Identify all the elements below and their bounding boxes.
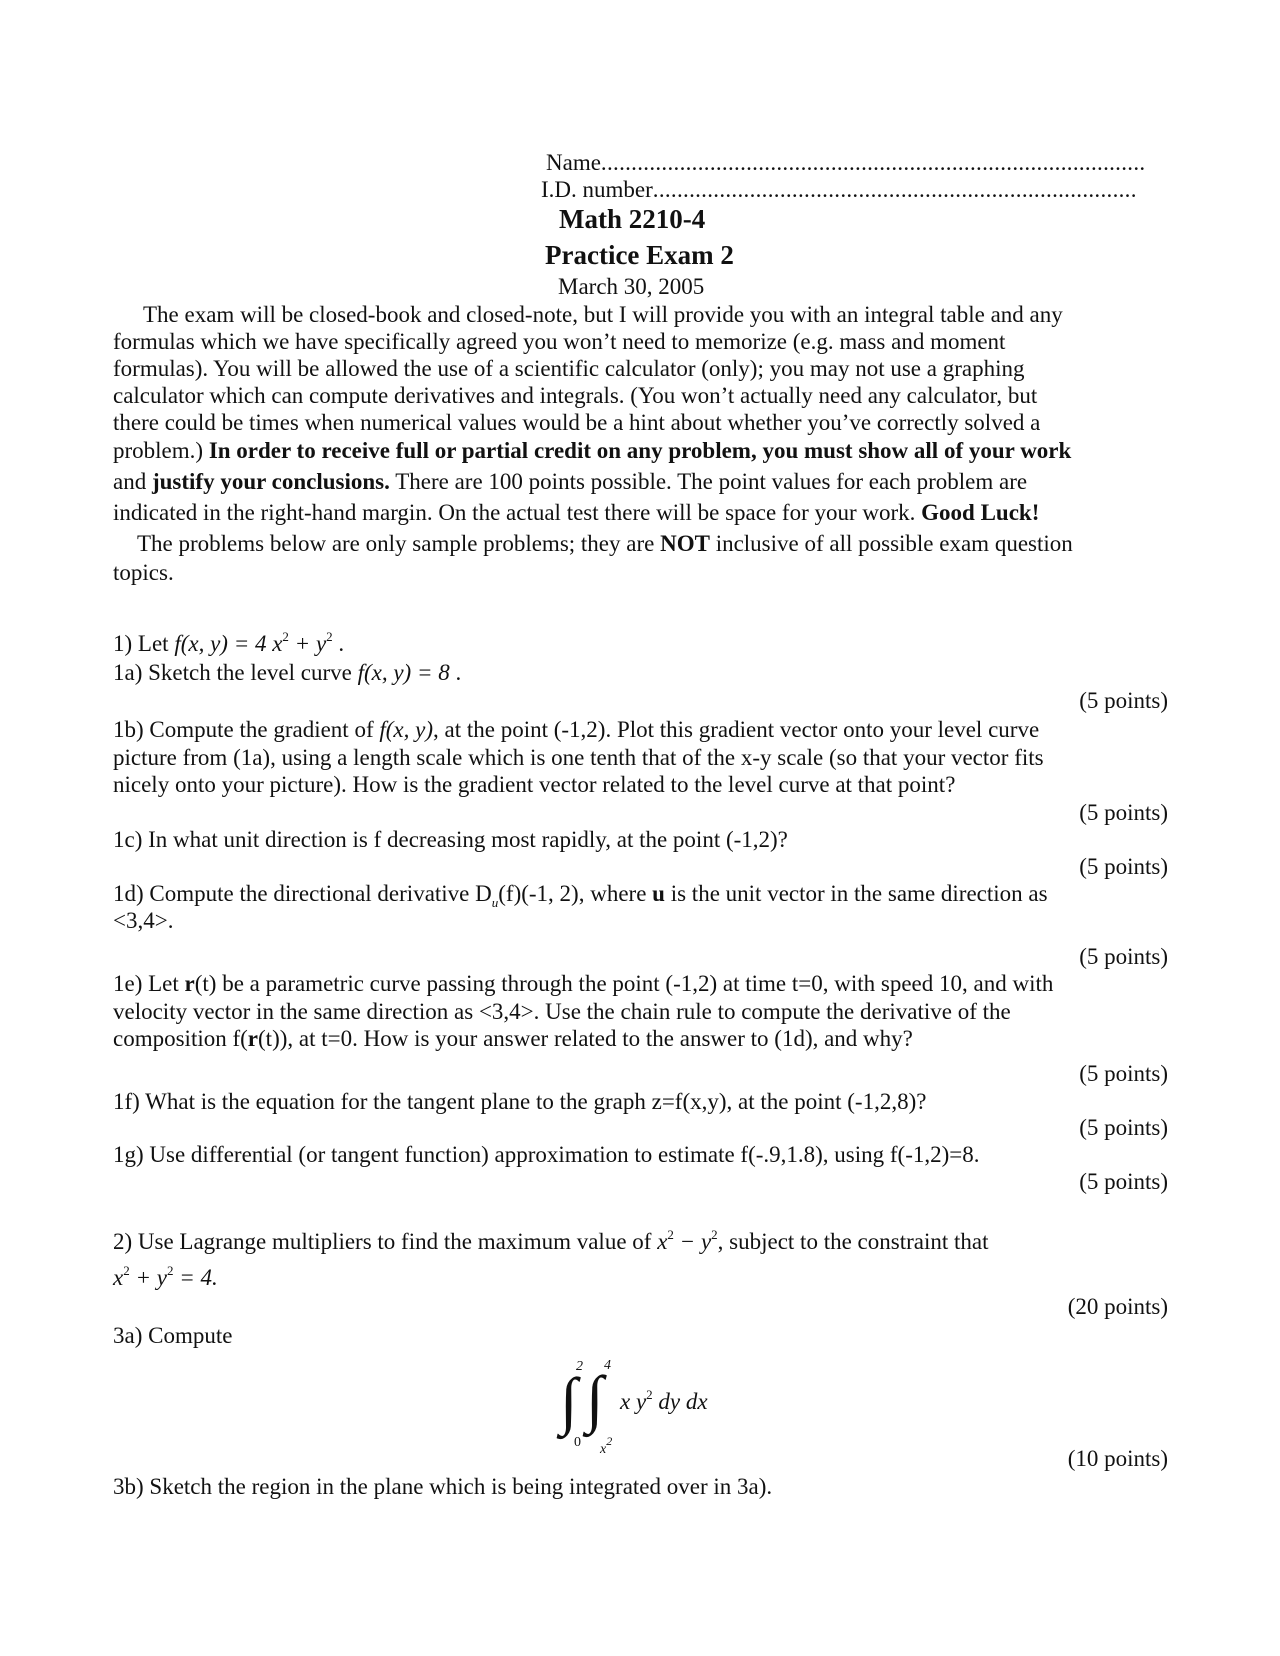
id-dots: ................................................................................ (652, 177, 1137, 202)
p1-sq-2: 2 (326, 629, 333, 644)
p2-l1-a: 2) Use Lagrange multipliers to find the maximum value of (113, 1229, 658, 1254)
p1c-points: (5 points) (1079, 854, 1168, 879)
p1-period: . (332, 631, 345, 656)
intro-line-7 (113, 468, 1173, 495)
name-line (546, 150, 1145, 176)
exam-title: Practice Exam 2 (545, 240, 734, 270)
p1e-l3-r-bold: r (247, 1026, 259, 1051)
p1d-arg: (f)(-1, 2) (498, 881, 579, 906)
p2-expr-x: x (657, 1229, 668, 1254)
intro-line-2: formulas which we have specifically agreed you won’t need to memorize (e.g. mass and moment (113, 329, 1006, 354)
id-label: I.D. number (541, 177, 653, 202)
intro-line-10: topics. (113, 560, 174, 585)
intro-line-3: formulas). You will be allowed the use of a scientific calculator (only); you may not use a graphing (113, 356, 1025, 381)
name-label: Name (546, 150, 601, 175)
intro-l9-c: inclusive of all possible exam question (709, 531, 1073, 556)
double-integral (560, 1355, 760, 1455)
problem-1b-line-1 (113, 716, 1173, 743)
inner-upper-limit: 4 (604, 1358, 611, 1373)
course-title: Math 2210-4 (559, 204, 706, 234)
p2-l2-c: = 4. (173, 1265, 218, 1290)
problem-1g: 1g) Use differential (or tangent function) approximation to estimate f(-.9,1.8), using f(-1,2)=8. (113, 1142, 980, 1167)
p3a-points: (10 points) (1067, 1446, 1168, 1471)
problem-1e-line-1 (113, 970, 1173, 997)
p2-sq-2: 2 (711, 1227, 718, 1242)
intro-line-4: calculator which can compute derivatives and integrals. (You won’t actually need any calculator, but (113, 383, 1038, 408)
integrand-dydx: dy dx (652, 1389, 708, 1414)
intro-line-9 (137, 530, 1197, 557)
p1b-l1-b: , at the point (-1,2). Plot this gradient vector onto your level curve (433, 717, 1040, 742)
inner-integral-sign: ∫ (586, 1363, 604, 1434)
problem-1c: 1c) In what unit direction is f decreasing most rapidly, at the point (-1,2)? (113, 827, 788, 852)
p1d-points: (5 points) (1079, 944, 1168, 969)
p1g-points: (5 points) (1079, 1169, 1168, 1194)
name-dots: .......................................................................................... (600, 150, 1146, 175)
integrand (620, 1389, 708, 1415)
intro-l6-plain: problem.) (113, 438, 209, 463)
problem-1e-line-2: velocity vector in the same direction as <3,4>. Use the chain rule to compute the derivative of the (113, 999, 1011, 1024)
p2-points: (20 points) (1067, 1294, 1168, 1319)
p1d-D: D (475, 881, 492, 906)
outer-integral-sign: ∫ (560, 1365, 578, 1436)
p1-text: 1) Let (113, 631, 175, 656)
intro-line-1: The exam will be closed-book and closed-note, but I will provide you with an integral table and any (143, 302, 1063, 327)
p2-sq-4: 2 (166, 1263, 174, 1278)
problem-1b-line-2: picture from (1a), using a length scale which is one tenth that of the x-y scale (so that your vector fits (113, 745, 1044, 770)
problem-1a (113, 659, 1173, 686)
p1e-points: (5 points) (1079, 1061, 1168, 1086)
p2-expr-y: − y (673, 1229, 712, 1254)
intro-l9-bold: NOT (660, 531, 710, 556)
p1e-l1-a: 1e) Let (113, 971, 185, 996)
intro-l7-a: and (113, 469, 152, 494)
p1b-l1-a: 1b) Compute the gradient of (113, 717, 380, 742)
inner-lower-sq: 2 (606, 1434, 613, 1448)
intro-line-5: there could be times when numerical values would be a hint about whether you’ve correctly solved a (113, 410, 1041, 435)
p1d-l1-c: is the unit vector in the same direction as (664, 881, 1048, 906)
p2-sq-1: 2 (667, 1227, 674, 1242)
problem-3a: 3a) Compute (113, 1323, 233, 1348)
p1-function: f(x, y) = 4 x (174, 631, 283, 656)
p1d-u-bold: u (652, 881, 665, 906)
p1b-function: f(x, y) (379, 717, 433, 742)
integrand-xy: x y (620, 1389, 647, 1414)
p1e-l1-b: (t) be a parametric curve passing through the point (-1,2) at time t=0, with speed 10, and with (194, 971, 1054, 996)
p1f-points: (5 points) (1079, 1115, 1168, 1140)
p1e-l3-a: composition f( (113, 1026, 248, 1051)
problem-1d-line-1 (113, 880, 1173, 910)
p1d-l1-a: 1d) Compute the directional derivative (113, 881, 476, 906)
inner-lower-x: x (600, 1442, 607, 1457)
intro-line-6 (113, 437, 1173, 464)
p1-function-tail: + y (288, 631, 327, 656)
p2-sq-3: 2 (123, 1263, 130, 1278)
problem-2-line-2 (113, 1264, 1173, 1291)
p1-sq-1: 2 (282, 629, 289, 644)
problem-1 (113, 630, 1173, 657)
p1a-period: . (449, 660, 462, 685)
intro-l7-bold: justify your conclusions. (151, 469, 390, 494)
p2-l2-x: x (113, 1265, 124, 1290)
problem-1d-line-2: <3,4>. (113, 908, 174, 933)
p1b-points: (5 points) (1079, 800, 1168, 825)
p1a-text: 1a) Sketch the level curve (113, 660, 358, 685)
outer-upper-limit: 2 (576, 1359, 583, 1374)
p1d-l1-b: , where (578, 881, 653, 906)
intro-l6-bold: In order to receive full or partial credit on any problem, you must show all of your work (208, 438, 1072, 463)
inner-lower-limit (600, 1434, 613, 1458)
intro-l9-a: The problems below are only sample problems; they are (137, 531, 661, 556)
intro-l8-bold: Good Luck! (921, 500, 1040, 525)
p1e-l3-b: (t)), at t=0. How is your answer related to the answer to (1d), and why? (258, 1026, 913, 1051)
problem-2-line-1 (113, 1228, 1173, 1255)
intro-l7-c: There are 100 points possible. The point values for each problem are (389, 469, 1028, 494)
integrand-sq: 2 (646, 1387, 653, 1402)
problem-3b: 3b) Sketch the region in the plane which is being integrated over in 3a). (113, 1474, 773, 1499)
exam-date: March 30, 2005 (558, 274, 705, 299)
id-line (541, 177, 1137, 203)
p1d-u-sub: u (491, 895, 499, 910)
problem-1f: 1f) What is the equation for the tangent plane to the graph z=f(x,y), at the point (-1,2,8)? (113, 1089, 927, 1114)
problem-1b-line-3: nicely onto your picture). How is the gradient vector related to the level curve at that point? (113, 772, 956, 797)
p1a-points: (5 points) (1079, 688, 1168, 713)
outer-lower-limit: 0 (574, 1435, 581, 1450)
intro-line-8 (113, 499, 1173, 526)
p2-l2-y: + y (129, 1265, 167, 1290)
problem-1e-line-3 (113, 1025, 1173, 1052)
p2-l1-b: , subject to the constraint that (717, 1229, 989, 1254)
p1a-function: f(x, y) = 8 (357, 660, 450, 685)
intro-l8-a: indicated in the right-hand margin. On the actual test there will be space for your work. (113, 500, 922, 525)
p1e-r-bold: r (184, 971, 195, 996)
